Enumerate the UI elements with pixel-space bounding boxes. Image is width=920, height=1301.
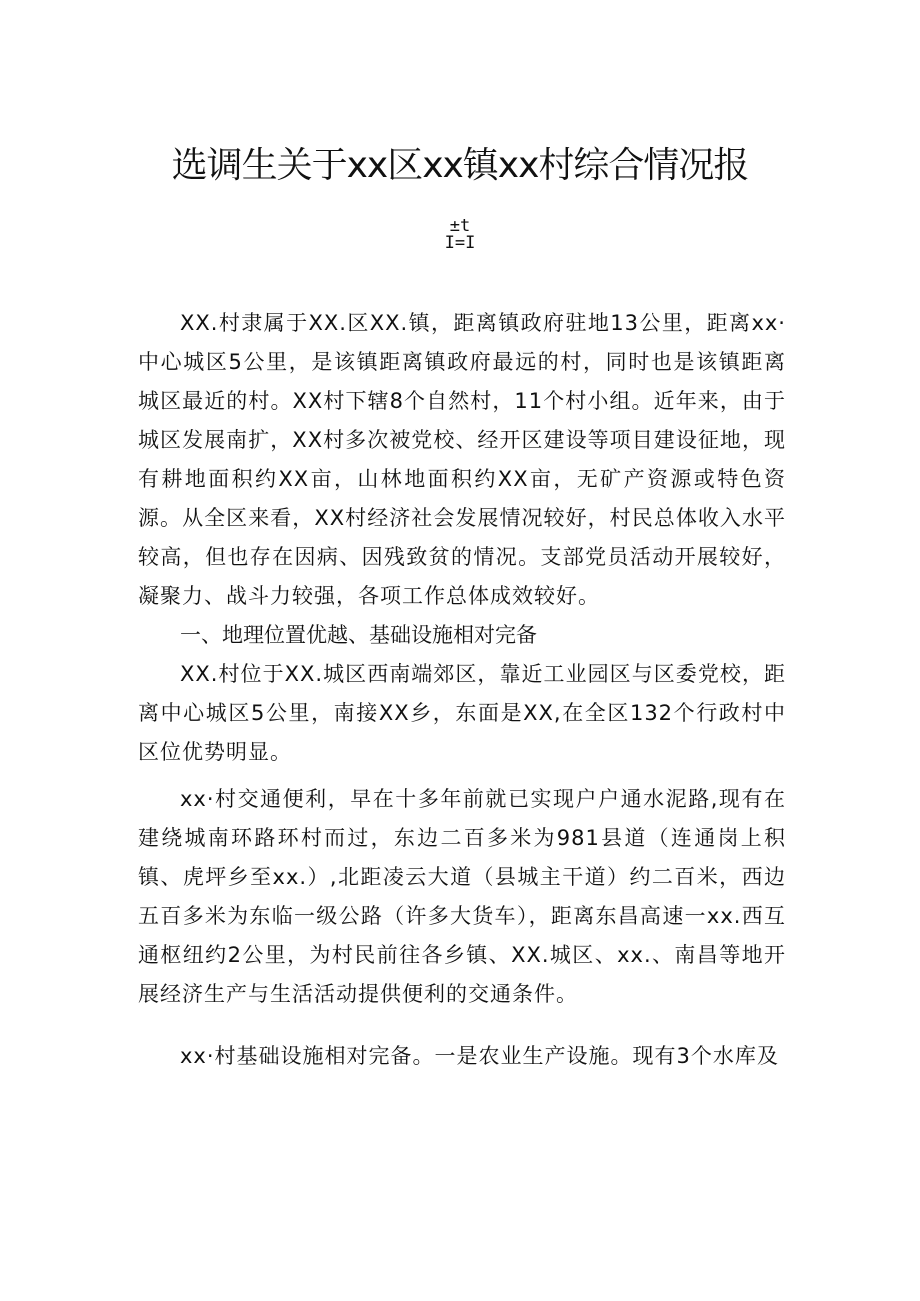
document-title-tail: [0, 218, 920, 252]
title-tail-line-2: I=I: [444, 233, 476, 253]
paragraph-intro: XX.村隶属于XX.区XX.镇，距离镇政府驻地13公里，距离xx·中心城区5公里，是该镇距离镇政府最远的村，同时也是该镇距离城区最近的村。XX村下辖8个自然村，11个村小组。近年来，由于城区发展南扩，XX村多次被党校、经开区建设等项目建设征地，现有耕地面积约XX亩，山林地面积约XX亩，无矿产资源或特色资源。从全区来看，XX村经济社会发展情况较好，村民总体收入水平较高，但也存在因病、因残致贫的情况。支部党员活动开展较好，凝聚力、战斗力较强，各项工作总体成效较好。: [138, 311, 786, 608]
paragraph-location: XX.村位于XX.城区西南端郊区，靠近工业园区与区委党校，距离中心城区5公里，南接XX乡，东面是XX,在全区132个行政村中区位优势明显。: [138, 662, 786, 764]
section-heading-1: 一、地理位置优越、基础设施相对完备: [180, 623, 537, 647]
paragraph-infrastructure: xx·村基础设施相对完备。一是农业生产设施。现有3个水库及: [180, 1044, 779, 1068]
document-body: [138, 304, 786, 1076]
document-title: 选调生关于xx区xx镇xx村综合情况报: [171, 145, 749, 186]
title-tail-line-1: ±t: [449, 216, 471, 236]
paragraph-transport: xx·村交通便利，早在十多年前就已实现户户通水泥路,现有在建绕城南环路环村而过，东边二百多米为981县道（连通岗上积镇、虎坪乡至xx.）,北距凌云大道（县城主干道）约二百米，西边五百多米为东临一级公路（许多大货车），距离东昌高速一xx.西互通枢纽约2公里，为村民前往各乡镇、XX.城区、xx.、南昌等地开展经济生产与生活活动提供便利的交通条件。: [138, 787, 786, 1006]
